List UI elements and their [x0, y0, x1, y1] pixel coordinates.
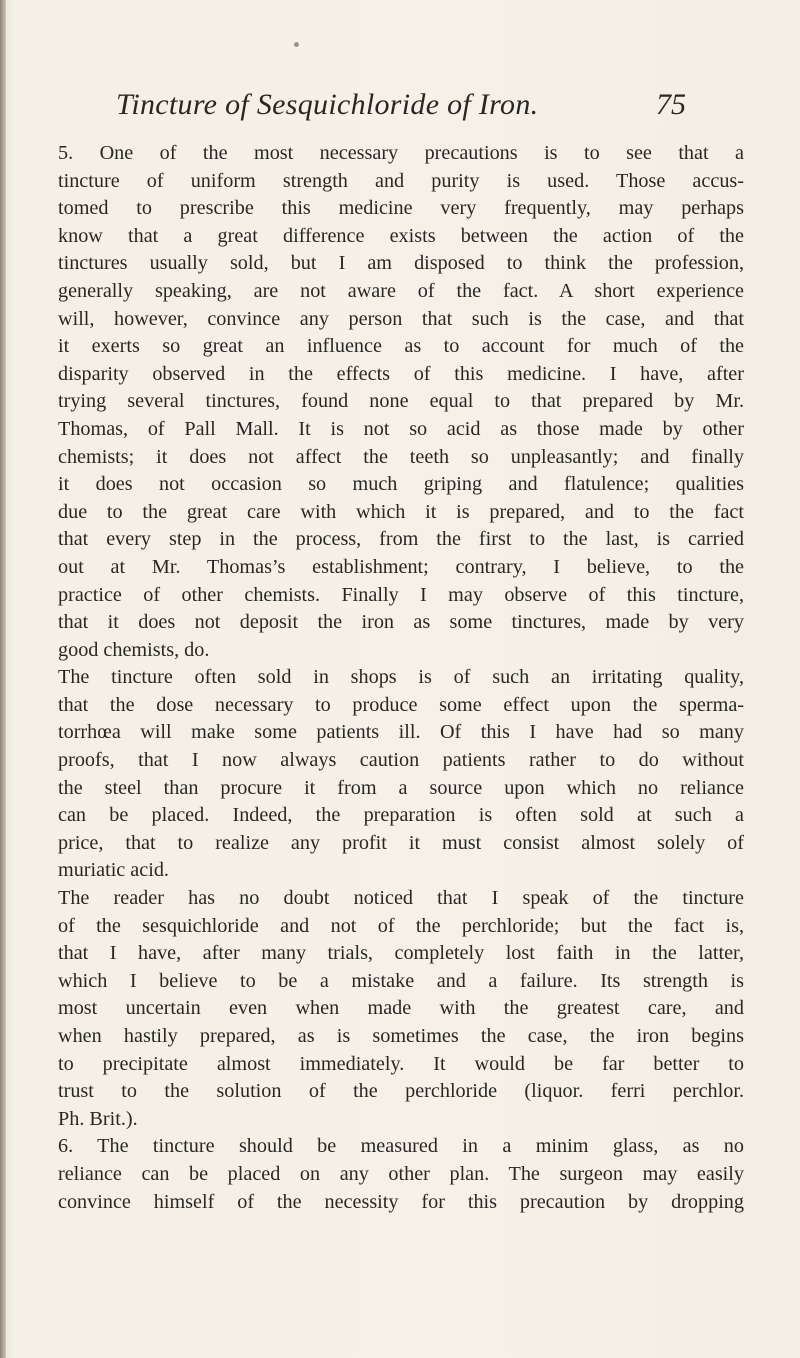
- text-line: due to the great care with which it is prepared, and to the fact: [58, 500, 744, 523]
- text-line: disparity observed in the effects of this medicine. I have, after: [58, 362, 744, 385]
- text-line: chemists; it does not affect the teeth so unpleasantly; and finally: [58, 445, 744, 468]
- text-line: price, that to realize any profit it must consist almost solely of: [58, 831, 744, 854]
- page-header: [116, 88, 686, 132]
- text-line: of the sesquichloride and not of the perchloride; but the fact is,: [58, 914, 744, 937]
- text-line: that every step in the process, from the first to the last, is carried: [58, 528, 744, 551]
- running-title: Tincture of Sesquichloride of Iron.: [116, 88, 539, 121]
- text-line: The reader has no doubt noticed that I speak of the tincture: [58, 887, 744, 910]
- text-line: it exerts so great an influence as to account for much of the: [58, 335, 744, 358]
- text-line: generally speaking, are not aware of the fact. A short experience: [58, 279, 744, 302]
- text-line: Thomas, of Pall Mall. It is not so acid as those made by other: [58, 417, 744, 440]
- text-line: will, however, convince any person that such is the case, and that: [58, 307, 744, 330]
- text-line: know that a great difference exists between the action of the: [58, 224, 744, 247]
- text-line: 6. The tincture should be measured in a minim glass, as no: [58, 1135, 744, 1158]
- text-line: most uncertain even when made with the greatest care, and: [58, 997, 744, 1020]
- text-line: Ph. Brit.).: [58, 1107, 138, 1130]
- text-line: tinctures usually sold, but I am disposed to think the profession,: [58, 252, 744, 275]
- text-line: that the dose necessary to produce some effect upon the sperma-: [58, 693, 744, 716]
- text-line: trying several tinctures, found none equal to that prepared by Mr.: [58, 390, 744, 413]
- text-line: The tincture often sold in shops is of such an irritating quality,: [58, 666, 744, 689]
- text-line: convince himself of the necessity for this precaution by dropping: [58, 1190, 744, 1213]
- text-line: good chemists, do.: [58, 638, 210, 661]
- text-line: to precipitate almost immediately. It would be far better to: [58, 1052, 744, 1075]
- text-line: the steel than procure it from a source upon which no reliance: [58, 776, 744, 799]
- text-line: reliance can be placed on any other plan. The surgeon may easily: [58, 1162, 744, 1185]
- text-line: tomed to prescribe this medicine very frequently, may perhaps: [58, 197, 744, 220]
- text-line: tincture of uniform strength and purity is used. Those accus-: [58, 169, 744, 192]
- text-line: muriatic acid.: [58, 859, 169, 882]
- text-line: trust to the solution of the perchloride (liquor. ferri perchlor.: [58, 1080, 744, 1103]
- text-line: which I believe to be a mistake and a failure. Its strength is: [58, 969, 744, 992]
- text-line: it does not occasion so much griping and flatulence; qualities: [58, 473, 744, 496]
- text-line: out at Mr. Thomas’s establishment; contrary, I believe, to the: [58, 555, 744, 578]
- text-line: practice of other chemists. Finally I may observe of this tincture,: [58, 583, 744, 606]
- text-line: when hastily prepared, as is sometimes the case, the iron begins: [58, 1025, 744, 1047]
- page-number: 75: [656, 88, 686, 121]
- binding-edge: [0, 0, 6, 1358]
- text-line: torrhœa will make some patients ill. Of this I have had so many: [58, 721, 744, 744]
- body-text: [58, 140, 744, 1216]
- text-line: that I have, after many trials, completely lost faith in the latter,: [58, 942, 744, 965]
- text-line: that it does not deposit the iron as some tinctures, made by very: [58, 611, 744, 634]
- text-line: 5. One of the most necessary precautions is to see that a: [58, 142, 744, 164]
- printer-mark: [294, 42, 299, 47]
- text-line: proofs, that I now always caution patients rather to do without: [58, 749, 744, 772]
- text-line: can be placed. Indeed, the preparation is often sold at such a: [58, 804, 744, 827]
